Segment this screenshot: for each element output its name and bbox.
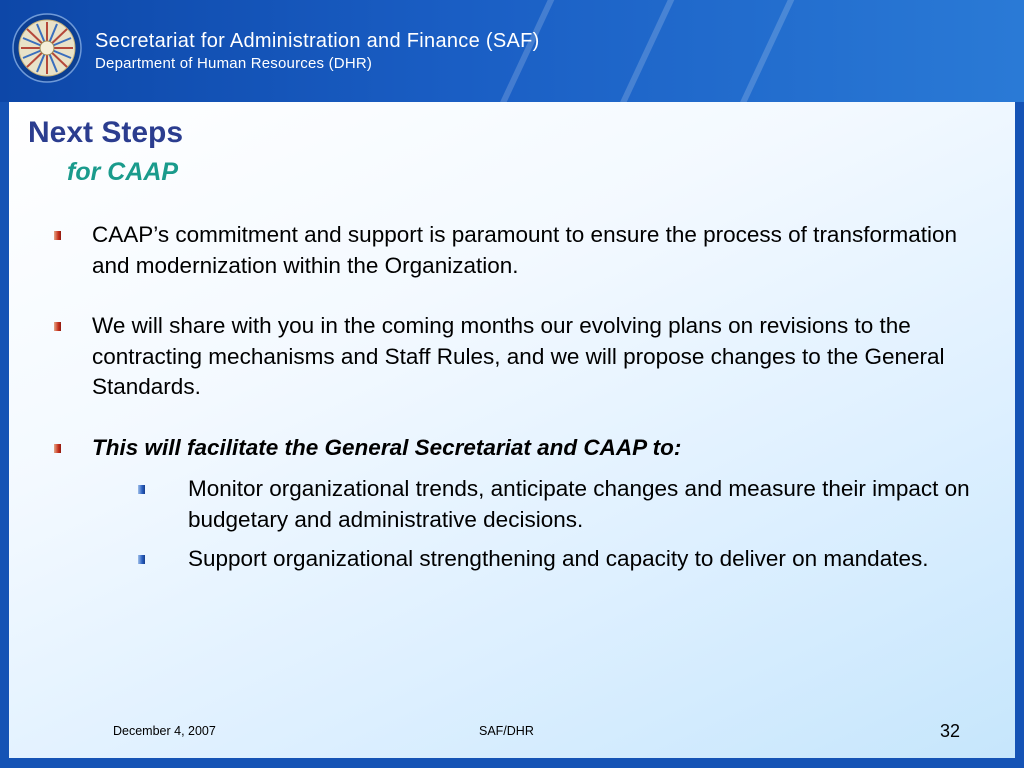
- sub-bullet-text: Support organizational strengthening and capacity to deliver on mandates.: [188, 546, 929, 571]
- header-decoration: [598, 0, 688, 102]
- oas-seal-icon: [12, 13, 82, 83]
- sub-bullet-text: Monitor organizational trends, anticipate changes and measure their impact on budgetary and administrative decisions.: [188, 476, 970, 532]
- header-decoration: [718, 0, 808, 102]
- slide-header: [0, 0, 1024, 102]
- page-number: 32: [940, 721, 961, 741]
- org-subtitle: Department of Human Resources (DHR): [95, 55, 373, 72]
- bullet-text: This will facilitate the General Secretariat and CAAP to:: [92, 435, 682, 460]
- slide-subtitle: for CAAP: [67, 158, 179, 186]
- footer-date: December 4, 2007: [113, 724, 216, 738]
- bullet-icon: [54, 231, 61, 240]
- org-title: Secretariat for Administration and Finance (SAF): [95, 30, 540, 52]
- slide-title: Next Steps: [28, 116, 184, 149]
- footer-center-label: SAF/DHR: [479, 724, 534, 738]
- bullet-text: We will share with you in the coming months our evolving plans on revisions to the contracting mechanisms and Staff Rules, and we will propose changes to the General Standards.: [92, 313, 945, 399]
- bullet-text: CAAP’s commitment and support is paramount to ensure the process of transformation and modernization within the Organization.: [92, 222, 957, 278]
- bullet-icon: [54, 322, 61, 331]
- slide-content-panel: [9, 102, 1015, 758]
- sub-bullet-icon: [138, 555, 145, 564]
- sub-bullet-icon: [138, 485, 145, 494]
- bullet-icon: [54, 444, 61, 453]
